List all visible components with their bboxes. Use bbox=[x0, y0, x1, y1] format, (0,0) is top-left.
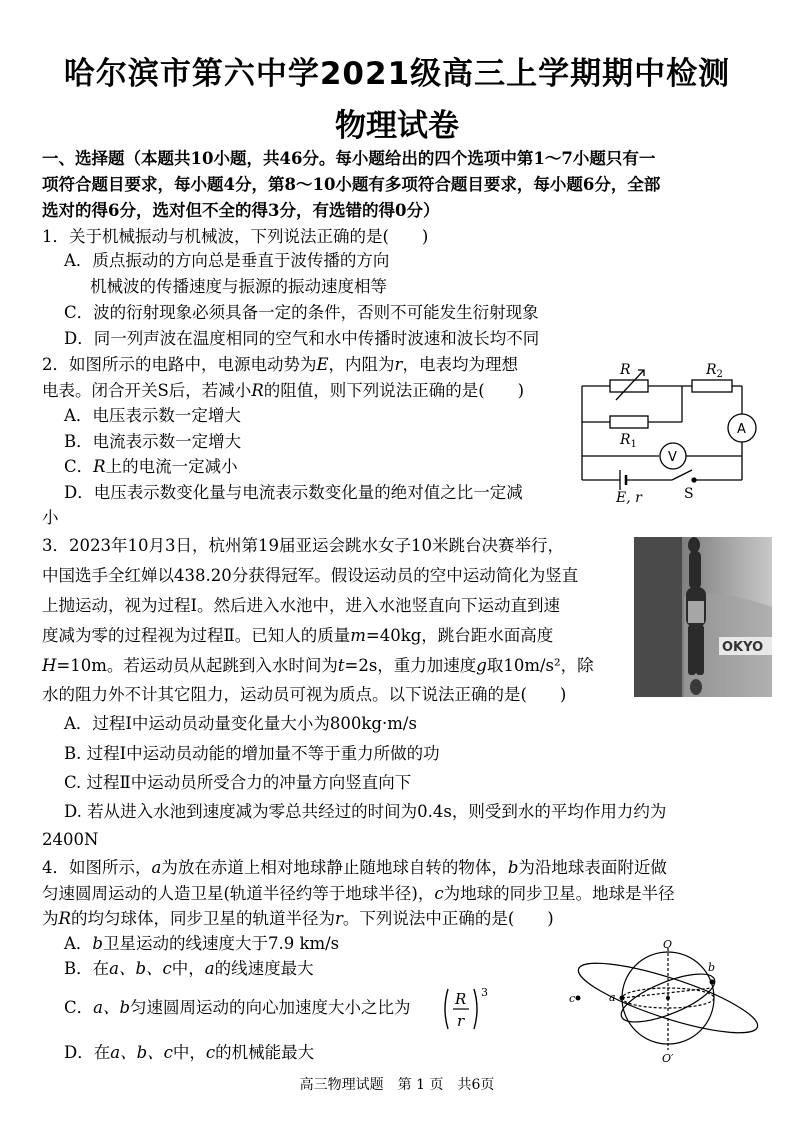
q2-option-a: A．电压表示数一定增大 bbox=[64, 406, 241, 425]
q2-option-b: B．电流表示数一定增大 bbox=[64, 432, 242, 451]
q3-stem-line5: H=10m。若运动员从起跳到入水时间为t=2s，重力加速度g取10m/s²，除 bbox=[42, 656, 594, 675]
q2-option-d-line2: 小 bbox=[42, 508, 59, 527]
fraction-denominator: r bbox=[457, 1012, 465, 1030]
q3-stem-line1: 3．2023年10月3日，杭州第19届亚运会跳水女子10米跳台决赛举行， bbox=[42, 536, 564, 555]
q1-option-c: C．波的衍射现象必须具备一定的条件，否则不可能发生衍射现象 bbox=[64, 303, 539, 322]
label-O-prime: O′ bbox=[662, 1052, 674, 1063]
q4-option-d: D．在a、b、c中，c的机械能最大 bbox=[64, 1043, 315, 1062]
exam-title: 哈尔滨市第六中学2021级高三上学期期中检测 bbox=[63, 56, 731, 92]
q3-stem-line2: 中国选手全红婵以438.20分获得冠军。假设运动员的空中运动简化为竖直 bbox=[42, 566, 579, 585]
q3-option-a: A．过程Ⅰ中运动员动量变化量大小为800kg·m/s bbox=[64, 714, 417, 733]
photo-sign-text: OKYO bbox=[722, 640, 764, 655]
fig-label-S: S bbox=[684, 486, 694, 502]
q3-stem-line6: 水的阻力外不计其它阻力，运动员可视为质点。以下说法正确的是( ) bbox=[42, 685, 567, 704]
circuit-diagram bbox=[572, 356, 772, 506]
q1-option-a: A．质点振动的方向总是垂直于波传播的方向 bbox=[64, 251, 390, 270]
q4-fraction bbox=[442, 985, 490, 1033]
section-instructions-line1: 一、选择题（本题共10小题，共46分。每小题给出的四个选项中第1～7小题只有一 bbox=[42, 149, 656, 168]
q4-stem-line2: 匀速圆周运动的人造卫星(轨道半径约等于地球半径)，c为地球的同步卫星。地球是半径 bbox=[42, 884, 675, 903]
q3-option-b: B. 过程Ⅰ中运动员动能的增加量不等于重力所做的功 bbox=[64, 744, 440, 763]
q3-stem-line3: 上抛运动，视为过程Ⅰ。然后进入水池中，进入水池竖直向下运动直到速 bbox=[42, 596, 561, 615]
q1-option-d: D．同一列声波在温度相同的空气和水中传播时波速和波长均不同 bbox=[64, 329, 540, 348]
fraction-numerator: R bbox=[455, 990, 467, 1008]
q3-option-d-line2: 2400N bbox=[42, 830, 99, 849]
label-c: c bbox=[569, 992, 576, 1005]
fig-voltmeter-label: V bbox=[668, 450, 677, 465]
q4-stem-line1: 4．如图所示，a为放在赤道上相对地球静止随地球自转的物体，b为沿地球表面附近做 bbox=[42, 858, 667, 877]
fig-label-R: R bbox=[620, 362, 631, 378]
q2-option-d-line1: D．电压表示数变化量与电流表示数变化量的绝对值之比一定减 bbox=[64, 483, 523, 502]
section-instructions-line3: 选对的得6分，选对但不全的得3分，有选错的得0分） bbox=[42, 201, 440, 220]
fig-label-Er: E, r bbox=[616, 490, 642, 506]
label-b: b bbox=[708, 961, 716, 974]
fig-ammeter-label: A bbox=[737, 422, 746, 437]
label-a: a bbox=[609, 991, 616, 1004]
label-O: O bbox=[663, 938, 673, 951]
diver-photo bbox=[634, 537, 772, 697]
page-footer: 高三物理试题 第 1 页 共6页 bbox=[299, 1077, 495, 1093]
q3-option-c: C. 过程Ⅱ中运动员所受合力的冲量方向竖直向下 bbox=[64, 773, 412, 792]
q4-stem-line3: 为R的均匀球体，同步卫星的轨道半径为r。下列说法中正确的是( ) bbox=[42, 909, 554, 928]
q2-stem-line1: 2．如图所示的电路中，电源电动势为E，内阻为r，电表均为理想 bbox=[42, 355, 518, 374]
q4-option-c: C．a、b匀速圆周运动的向心加速度大小之比为 bbox=[64, 998, 411, 1017]
fraction-exponent: 3 bbox=[481, 986, 488, 999]
q4-option-b: B．在a、b、c中，a的线速度最大 bbox=[64, 959, 314, 978]
q1-stem: 1．关于机械振动与机械波，下列说法正确的是( ) bbox=[42, 227, 429, 246]
fig-label-R2: $R_2$ bbox=[706, 362, 723, 380]
section-instructions-line2: 项符合题目要求，每小题4分，第8～10小题有多项符合题目要求，每小题6分，全部 bbox=[42, 175, 661, 194]
q4-option-a: A．b卫星运动的线速度大于7.9 km/s bbox=[64, 934, 340, 953]
exam-subtitle: 物理试卷 bbox=[335, 108, 459, 144]
q3-stem-line4: 度减为零的过程视为过程Ⅱ。已知人的质量m=40kg，跳台距水面高度 bbox=[42, 626, 554, 645]
q3-option-d-line1: D. 若从进入水池到速度减为零总共经过的时间为0.4s，则受到水的平均作用力约为 bbox=[64, 802, 667, 821]
q1-option-b: 机械波的传播速度与振源的振动速度相等 bbox=[90, 277, 387, 296]
fig-label-R1: $R_1$ bbox=[620, 432, 637, 450]
earth-orbit-diagram bbox=[566, 938, 766, 1063]
q2-stem-line2: 电表。闭合开关S后，若减小R的阻值，则下列说法正确的是( ) bbox=[42, 381, 525, 400]
q2-option-c: C．R上的电流一定减小 bbox=[64, 457, 238, 476]
